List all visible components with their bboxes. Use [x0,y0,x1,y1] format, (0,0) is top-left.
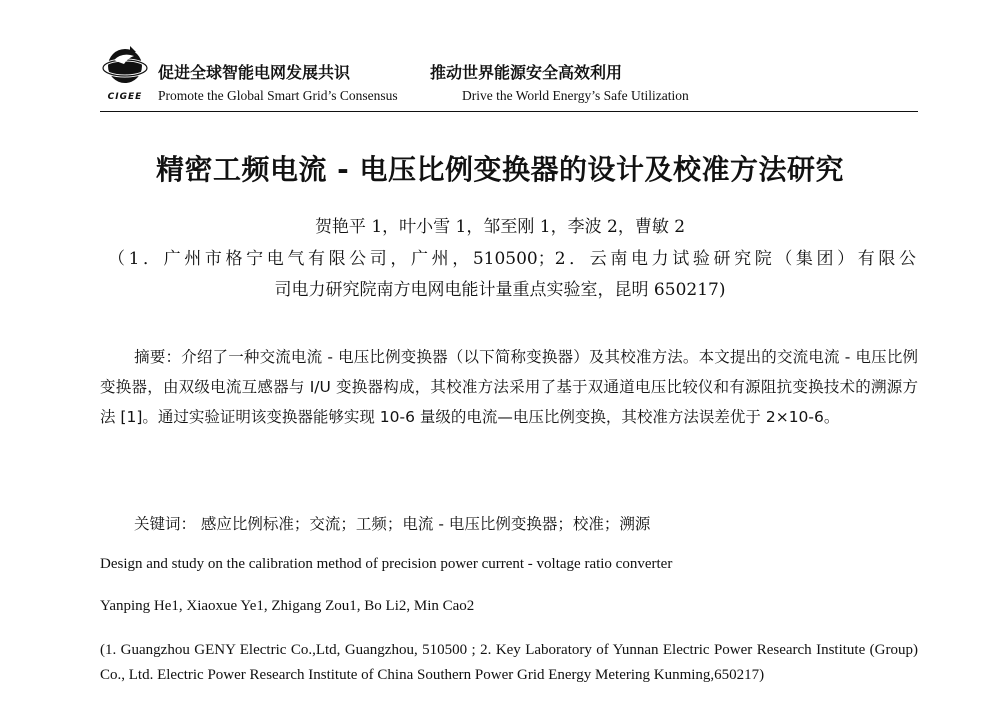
english-authors: Yanping He1, Xiaoxue Ye1, Zhigang Zou1, Bo Li2, Min Cao2 [100,598,475,614]
paper-title: 精密工频电流 - 电压比例变换器的设计及校准方法研究 [155,153,845,186]
slogan-cn-1: 促进全球智能电网发展共识 [158,63,351,82]
abstract-text: 摘要：介绍了一种交流电流 - 电压比例变换器（以下简称变换器）及其校准方法。本文提出的交流电流 - 电压比例变换器，由双级电流互感器与 I/U 变换器构成，其校准方法采用了基于双通道电压比较仪和有源阻抗变换技术的溯源方法 [1]。通过实验证明该变换器能够实现 10-6 量级的电流—电压比例变换，其校准方法误差优于 2×10-6。 [100,348,918,426]
header-divider [100,111,918,112]
abstract-block [100,342,918,432]
english-affiliation: (1. Guangzhou GENY Electric Co.,Ltd, Guangzhou, 510500 ; 2. Key Laboratory of Yunnan Electric Power Research Institute (Group) Co., Ltd. Electric Power Research Institute of China Southern Power Grid Energy Metering Kunming,650217) [100,642,918,683]
slogan-en-1: Promote the Global Smart Grid’s Consensus [158,88,398,103]
affiliation-line-1: （1．广州市格宁电气有限公司，广州，510500；2．云南电力试验研究院（集团）有限公 [108,249,916,269]
english-title: Design and study on the calibration method of precision power current - voltage ratio converter [100,556,673,572]
journal-header [100,40,918,112]
affiliation-line-2: 司电力研究院南方电网电能计量重点实验室，昆明 650217) [274,280,726,300]
slogan-cn-2: 推动世界能源安全高效利用 [430,63,623,82]
author-list: 贺艳平 1，叶小雪 1，邹至刚 1，李波 2，曹敏 2 [314,217,686,237]
keywords-line: 关键词： 感应比例标准；交流；工频；电流 - 电压比例变换器；校准；溯源 [134,515,651,533]
slogan-en-2: Drive the World Energy’s Safe Utilization [462,88,689,103]
logo-text: CIGEE [107,92,143,102]
